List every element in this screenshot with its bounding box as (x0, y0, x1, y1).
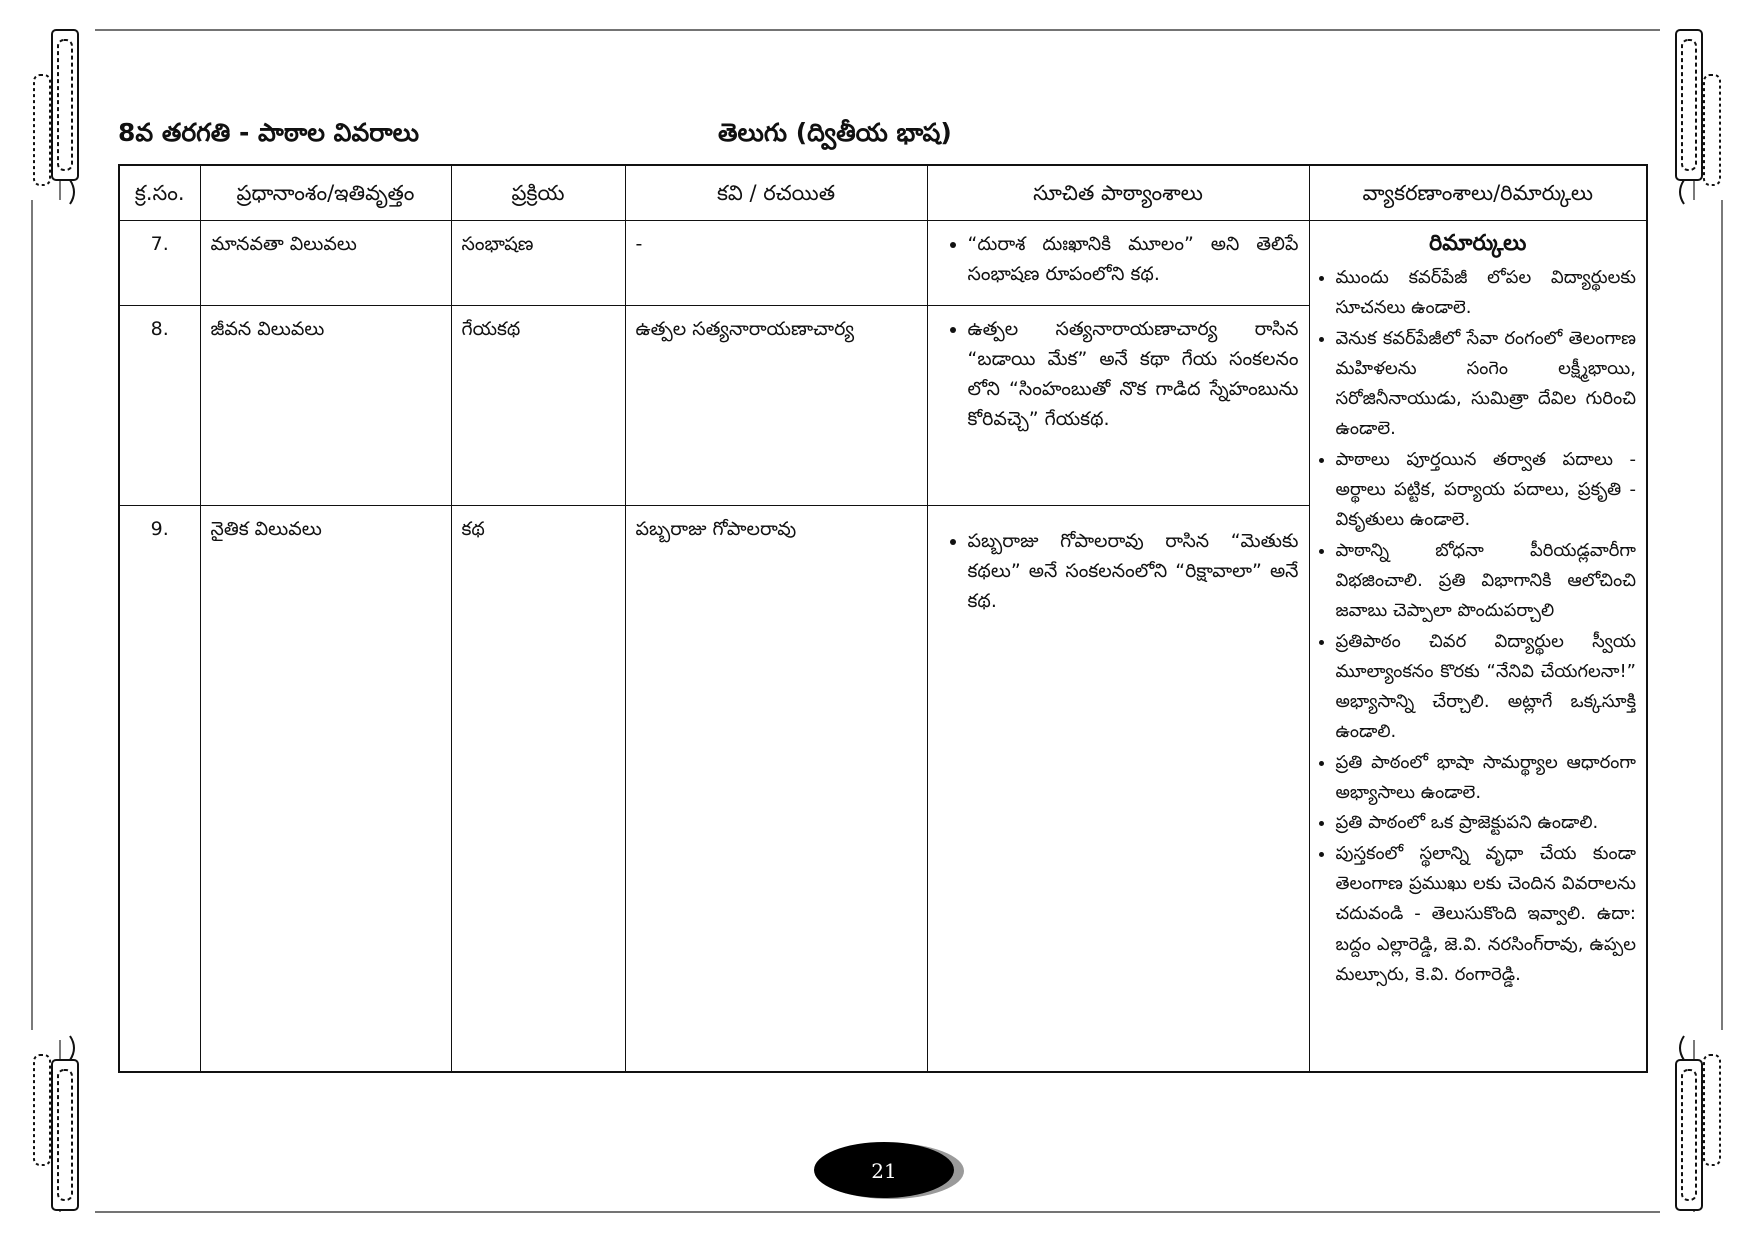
corner-ornament-bottom-left (34, 1036, 78, 1210)
row-process: గేయకథ (451, 306, 625, 506)
lesson-details-table (118, 164, 1648, 1073)
column-header-theme: ప్రధానాంశం/ఇతివృత్తం (200, 165, 451, 221)
row-serial: 9. (119, 506, 200, 1073)
lesson-description: • పబ్బరాజు గోపాలరావు రాసిన “మెతుకు కథలు” అనే సంకలనంలోని “రిక్షావాలా” అనే కథ. (968, 526, 1299, 616)
remark-item: • వెనుక కవర్‌పేజీలో సేవా రంగంలో తెలంగాణ మహిళలను సంగెం లక్ష్మీభాయి, సరోజినీనాయుడు, సుమిత్రా దేవిల గురించి ఉండాలె. (1336, 324, 1637, 445)
remark-item: • ప్రతిపాఠం చివర విద్యార్థుల స్వీయ మూల్యాంకనం కొరకు “నేనివి చేయగలనా!” అభ్యాసాన్ని చేర్చాలి. అట్లాగే ఒక్కసూక్తి ఉండాలి. (1336, 627, 1637, 748)
row-lesson (927, 221, 1309, 306)
row-theme: మానవతా విలువలు (200, 221, 451, 306)
row-serial: 8. (119, 306, 200, 506)
table-header-row (119, 165, 1647, 221)
lesson-description: • “దురాశ దుఃఖానికి మూలం” అని తెలిపే సంభాషణ రూపంలోని కథ. (968, 229, 1299, 289)
column-header-serial: క్ర.సం. (119, 165, 200, 221)
row-lesson (927, 506, 1309, 1073)
page-number: 21 (871, 1159, 897, 1183)
remark-item: • ప్రతి పాఠంలో భాషా సామర్థ్యాల ఆధారంగా అభ్యాసాలు ఉండాలె. (1336, 748, 1637, 809)
remark-item: • ముందు కవర్‌పేజీ లోపల విద్యార్థులకు సూచనలు ఉండాలె. (1336, 263, 1637, 324)
subject-title: తెలుగు (ద్వితీయ భాష) (718, 118, 952, 147)
remarks-title: రిమార్కులు (1429, 231, 1527, 256)
page-number-badge (808, 1140, 964, 1200)
remarks-list (1320, 263, 1637, 990)
row-lesson (927, 306, 1309, 506)
column-header-lessons: సూచిత పాఠ్యాంశాలు (927, 165, 1309, 221)
row-serial: 7. (119, 221, 200, 306)
row-process: కథ (451, 506, 625, 1073)
row-poet: పబ్బరాజు గోపాలరావు (625, 506, 927, 1073)
row-poet: ఉత్పల సత్యనారాయణాచార్య (625, 306, 927, 506)
corner-ornament-bottom-right (1676, 1036, 1720, 1210)
corner-ornament-top-left (34, 30, 78, 204)
row-process: సంభాషణ (451, 221, 625, 306)
remark-item: • పాఠాన్ని బోధనా పీరియడ్లవారీగా విభజించాలి. ప్రతి విభాగానికి ఆలోచించి జవాబు చెప్పాలా పొందుపర్చాలి (1336, 536, 1637, 627)
remark-item: • పాఠాలు పూర్తయిన తర్వాత పదాలు - అర్థాలు పట్టిక, పర్యాయ పదాలు, ప్రకృతి - వికృతులు ఉండాలె. (1336, 445, 1637, 536)
column-header-remarks: వ్యాకరణాంశాలు/రిమార్కులు (1309, 165, 1647, 221)
lesson-description: • ఉత్పల సత్యనారాయణాచార్య రాసిన “బడాయి మేక” అనే కథా గేయ సంకలనం లోని “సింహంబుతో నొక గాడిద స్నేహంబును కోరివచ్చె” గేయకథ. (968, 314, 1299, 434)
column-header-poet: కవి / రచయిత (625, 165, 927, 221)
class-lessons-title: 8వ తరగతి - పాఠాల వివరాలు (118, 118, 420, 147)
row-poet: - (625, 221, 927, 306)
corner-ornament-top-right (1676, 30, 1720, 204)
table-row (119, 221, 1647, 306)
column-header-process: ప్రక్రియ (451, 165, 625, 221)
row-theme: నైతిక విలువలు (200, 506, 451, 1073)
row-theme: జీవన విలువలు (200, 306, 451, 506)
remarks-cell (1309, 221, 1647, 1073)
remark-item: • ప్రతి పాఠంలో ఒక ప్రాజెక్టుపని ఉండాలి. (1336, 808, 1637, 838)
remark-item: • పుస్తకంలో స్థలాన్ని వృధా చేయ కుండా తెలంగాణ ప్రముఖు లకు చెందిన వివరాలను చదువండి - తెలుసుకొంది ఇవ్వాలి. ఉదా: బద్దం ఎల్లారెడ్డి, జె.వి. నరసింగ్‌రావు, ఉప్పల మల్సూరు, కె.వి. రంగారెడ్డి. (1336, 839, 1637, 990)
